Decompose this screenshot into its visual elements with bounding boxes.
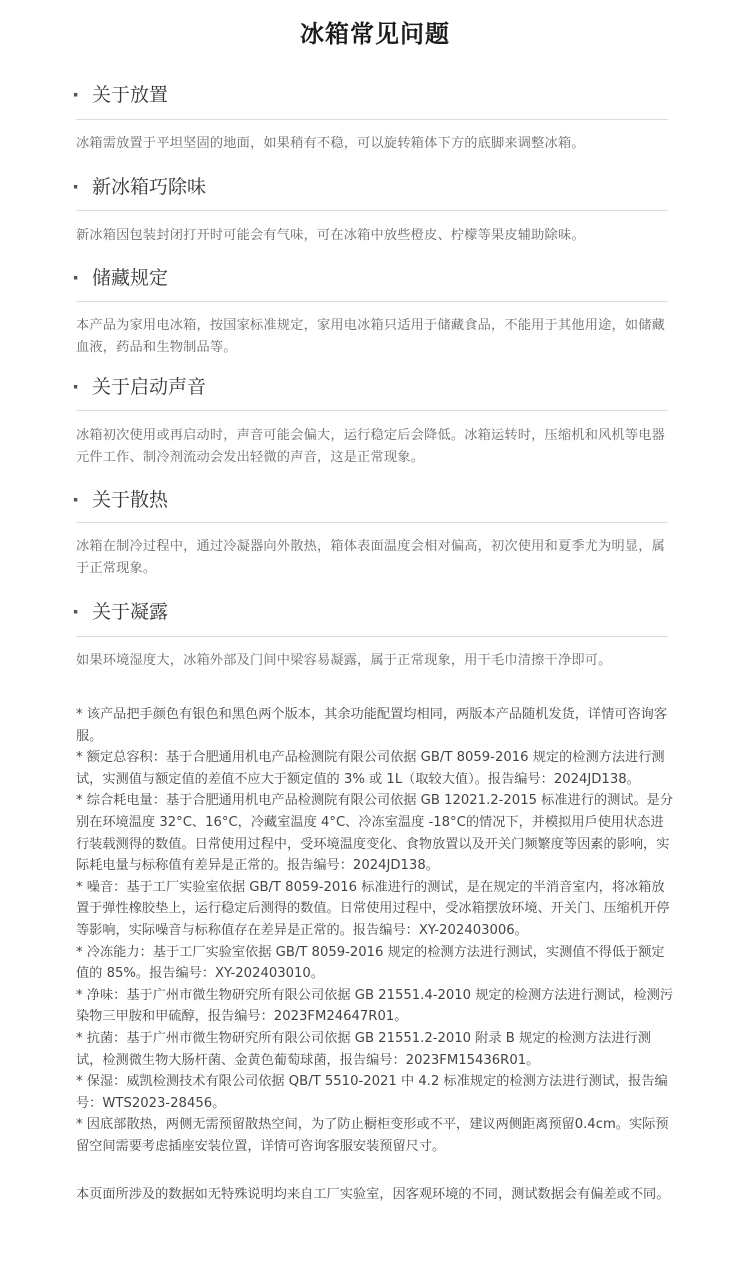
footnote: * 保湿：威凯检测技术有限公司依据 QB/T 5510-2021 中 4.2 标准规定的检测方法进行测试，报告编号：WTS2023-28456。 — [76, 1074, 668, 1111]
section-divider — [76, 210, 668, 211]
footnote: * 噪音：基于工厂实验室依据 GB/T 8059-2016 标准进行的测试，是在规定的半消音室内，将冰箱放置于弹性橡胶垫上，运行稳定后测得的数值。日常使用过程中，受冰箱摆放环境、开关门、压缩机开停等影响，实际噪音与标称值存在差异是正常的。报告编号：XY-202403006。 — [76, 879, 670, 938]
footnote: * 因底部散热，两侧无需预留散热空间，为了防止橱柜变形或不平，建议两侧距离预留0.4cm。实际预留空间需要考虑插座安装位置，详情可咨询客服安装预留尺寸。 — [76, 1117, 669, 1154]
section-divider — [76, 522, 668, 523]
footnote: * 冷冻能力：基于工厂实验室依据 GB/T 8059-2016 规定的检测方法进行测试，实测值不得低于额定值的 85%。报告编号：XY-202403010。 — [76, 944, 665, 982]
section-body: 冰箱初次使用或再启动时，声音可能会偏大，运行稳定后会降低。冰箱运转时，压缩机和风机等电器元件工作、制冷剂流动会发出轻微的声音，这是正常现象。 — [76, 428, 666, 465]
section-heading-label: 关于散热 — [92, 489, 169, 511]
footnote: * 净味：基于广州市微生物研究所有限公司依据 GB 21551.4-2010 规定的检测方法进行测试，检测污染物三甲胺和甲硫醇，报告编号：2023FM24647R01。 — [76, 987, 674, 1025]
section-heading-label: 关于凝露 — [92, 601, 169, 623]
bullet-dot-icon: · — [72, 376, 80, 398]
footnote: * 综合耗电量：基于合肥通用机电产品检测院有限公司依据 GB 12021.2-2015 标准进行的测试。是分别在环境温度 32°C、16°C，冷藏室温度 4°C、冷冻室温度 -18°C的情况下，并模拟用戶使用状态进行装载测得的数值。日常使用过程中，受环境温度变化、食物放置以及开关门频繁度等因素的影响，实际耗电量与标称值有差异是正常的。报告编号：2024JD138。 — [76, 793, 674, 874]
section-divider — [76, 410, 668, 411]
section-heading-label: 关于启动声音 — [92, 376, 207, 398]
section-body: 本产品为家用电冰箱，按国家标准规定，家用电冰箱只适用于储藏食品，不能用于其他用途，如储藏血液，药品和生物制品等。 — [76, 318, 666, 355]
bullet-dot-icon: · — [72, 176, 80, 198]
section-heading-odor — [72, 172, 672, 198]
footnote: * 该产品把手颜色有银色和黑色两个版本，其余功能配置均相同，两版本产品随机发货，详情可咨询客服。 — [76, 707, 668, 744]
section-body: 冰箱在制冷过程中，通过冷凝器向外散热，箱体表面温度会相对偏高，初次使用和夏季尤为明显，属于正常现象。 — [76, 539, 666, 576]
footnote: * 额定总容积：基于合肥通用机电产品检测院有限公司依据 GB/T 8059-2016 规定的检测方法进行测试，实测值与额定值的差值不应大于额定值的 3% 或 1L（取较大值）。报告编号：2024JD138。 — [76, 750, 665, 787]
section-body: 冰箱需放置于平坦坚固的地面，如果稍有不稳，可以旋转箱体下方的底脚来调整冰箱。 — [76, 136, 585, 151]
footnotes — [76, 704, 676, 1157]
section-heading-label: 储藏规定 — [92, 267, 169, 289]
bullet-dot-icon: · — [72, 489, 80, 511]
section-heading-heat — [72, 485, 672, 511]
bullet-dot-icon: · — [72, 84, 80, 106]
disclaimer: 本页面所涉及的数据如无特殊说明均来自工厂实验室，因客观环境的不同，测试数据会有偏差或不同。 — [76, 1187, 670, 1202]
page-title: 冰箱常见问题 — [300, 20, 450, 48]
section-heading-condensation — [72, 597, 672, 623]
bullet-dot-icon: · — [72, 601, 80, 623]
section-divider — [76, 301, 668, 302]
section-heading-label: 新冰箱巧除味 — [92, 176, 207, 198]
bullet-dot-icon: · — [72, 267, 80, 289]
footnote: * 抗菌：基于广州市微生物研究所有限公司依据 GB 21551.2-2010 附录 B 规定的检测方法进行测试，检测微生物大肠杆菌、金黄色葡萄球菌，报告编号：2023FM15436R01。 — [76, 1030, 651, 1068]
section-divider — [76, 636, 668, 637]
section-body: 如果环境湿度大，冰箱外部及门间中梁容易凝露，属于正常现象，用干毛巾清擦干净即可。 — [76, 653, 612, 668]
section-heading-placement — [72, 80, 672, 106]
section-divider — [76, 119, 668, 120]
section-heading-storage — [72, 263, 672, 289]
section-heading-startup-sound — [72, 372, 672, 398]
section-heading-label: 关于放置 — [92, 84, 169, 106]
section-body: 新冰箱因包装封闭打开时可能会有气味，可在冰箱中放些橙皮、柠檬等果皮辅助除味。 — [76, 228, 585, 243]
